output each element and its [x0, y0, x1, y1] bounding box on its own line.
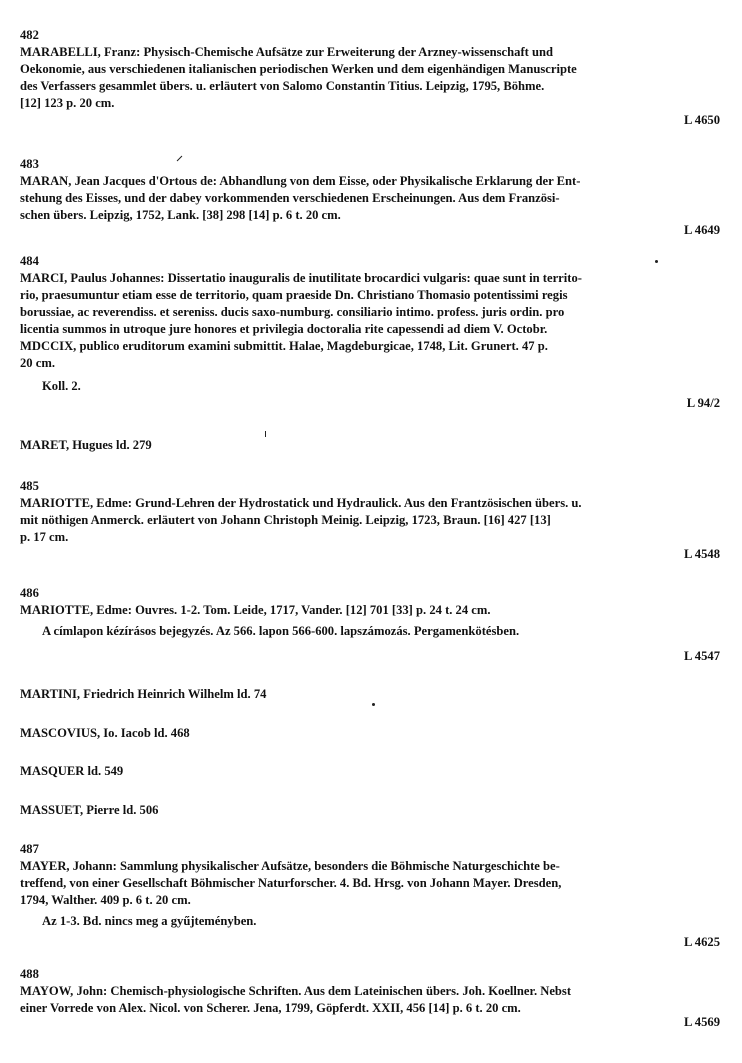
shelf-mark: L 4625 — [683, 935, 720, 949]
entry-485 — [20, 478, 720, 563]
scan-speck — [372, 703, 375, 706]
entry-484 — [20, 253, 720, 412]
entry-line: MAYER, Johann: Sammlung physikalischer Aufsätze, besonders die Böhmische Naturgeschichte be- — [20, 859, 560, 873]
entry-488 — [20, 966, 720, 1031]
scan-speck — [265, 431, 266, 437]
entry-number: 488 — [20, 967, 39, 981]
entry-line: mit nöthigen Anmerck. erläutert von Johann Christoph Meinig. Leipzig, 1723, Braun. [16] 427 [13] — [20, 513, 551, 527]
shelf-mark: L 4548 — [683, 547, 720, 561]
entry-line: treffend, von einer Gesellschaft Böhmischer Naturforscher. 4. Bd. Hrsg. von Johann Mayer. Dresden, — [20, 876, 562, 890]
entry-line: MARCI, Paulus Johannes: Dissertatio inauguralis de inutilitate brocardici vulgaris: quae sunt in territo- — [20, 271, 582, 285]
entry-483 — [20, 156, 720, 239]
entry-line: borussiae, ac reverendiss. et sereniss. ducis saxo-numburg. consiliario intimo. profess. juris ordin. pro — [20, 305, 565, 319]
shelf-mark: L 4649 — [683, 223, 720, 237]
cross-ref-mascovius: MASCOVIUS, Io. Iacob ld. 468 — [20, 726, 190, 740]
cross-ref-maret: MARET, Hugues ld. 279 — [20, 438, 152, 452]
scan-speck — [655, 260, 658, 263]
cross-ref-martini: MARTINI, Friedrich Heinrich Wilhelm ld. 74 — [20, 687, 267, 701]
entry-line: einer Vorrede von Alex. Nicol. von Scherer. Jena, 1799, Göpferdt. XXII, 456 [14] p. 6 t. 20 cm. — [20, 1001, 521, 1015]
entry-line: [12] 123 p. 20 cm. — [20, 96, 115, 110]
entry-line: des Verfassers gesammlet übers. u. erläutert von Salomo Constantin Titius. Leipzig, 1795, Böhme. — [20, 79, 545, 93]
entry-482 — [20, 27, 720, 129]
cross-ref-massuet: MASSUET, Pierre ld. 506 — [20, 803, 159, 817]
entry-number: 483 — [20, 157, 39, 171]
entry-line: schen übers. Leipzig, 1752, Lank. [38] 298 [14] p. 6 t. 20 cm. — [20, 208, 341, 222]
entry-note: A címlapon kézírásos bejegyzés. Az 566. lapon 566-600. lapszámozás. Pergamenkötésben. — [42, 624, 520, 638]
entry-line: MARABELLI, Franz: Physisch-Chemische Aufsätze zur Erweiterung der Arzney-wissenschaft und — [20, 45, 553, 59]
entry-number: 482 — [20, 28, 39, 42]
entry-line: p. 17 cm. — [20, 530, 69, 544]
entry-line: rio, praesumuntur etiam esse de territorio, quam praeside Dn. Christiano Thomasio potentissimi regis — [20, 288, 568, 302]
entry-number: 484 — [20, 254, 39, 268]
shelf-mark: L 4650 — [683, 113, 720, 127]
entry-note: Az 1-3. Bd. nincs meg a gyűjteményben. — [42, 914, 257, 928]
entry-number: 485 — [20, 479, 39, 493]
entry-line: Oekonomie, aus verschiedenen italianischen periodischen Werken und dem eigenhändigen Manuscripte — [20, 62, 577, 76]
entry-line: 20 cm. — [20, 356, 55, 370]
shelf-mark: L 4569 — [683, 1015, 720, 1029]
entry-line: licentia summos in utroque jure honores et privilegia doctoralia rite capessendi ad diem V. Octobr. — [20, 322, 548, 336]
entry-line: MDCCIX, publico eruditorum examini submittit. Halae, Magdeburgicae, 1748, Lit. Grunert. 47 p. — [20, 339, 548, 353]
entry-line: MARIOTTE, Edme: Grund-Lehren der Hydrostatick und Hydraulick. Aus den Frantzösischen übers. u. — [20, 496, 582, 510]
entry-line: MARIOTTE, Edme: Ouvres. 1-2. Tom. Leide, 1717, Vander. [12] 701 [33] p. 24 t. 24 cm. — [20, 603, 491, 617]
entry-line: 1794, Walther. 409 p. 6 t. 20 cm. — [20, 893, 191, 907]
entry-line: MARAN, Jean Jacques d'Ortous de: Abhandlung von dem Eisse, oder Physikalische Erklarung der Ent- — [20, 174, 581, 188]
entry-line: stehung des Eisses, und der dabey vorkommenden verschiedenen Erscheinungen. Aus dem Französi- — [20, 191, 560, 205]
entry-number: 487 — [20, 842, 39, 856]
entry-486 — [20, 585, 720, 665]
entry-487 — [20, 841, 720, 951]
entry-note: Koll. 2. — [42, 379, 81, 393]
entry-line: MAYOW, John: Chemisch-physiologische Schriften. Aus dem Lateinischen übers. Joh. Koellner. Nebst — [20, 984, 572, 998]
shelf-mark: L 4547 — [683, 649, 720, 663]
shelf-mark: L 94/2 — [686, 396, 720, 410]
cross-ref-masquer: MASQUER ld. 549 — [20, 764, 124, 778]
entry-number: 486 — [20, 586, 39, 600]
